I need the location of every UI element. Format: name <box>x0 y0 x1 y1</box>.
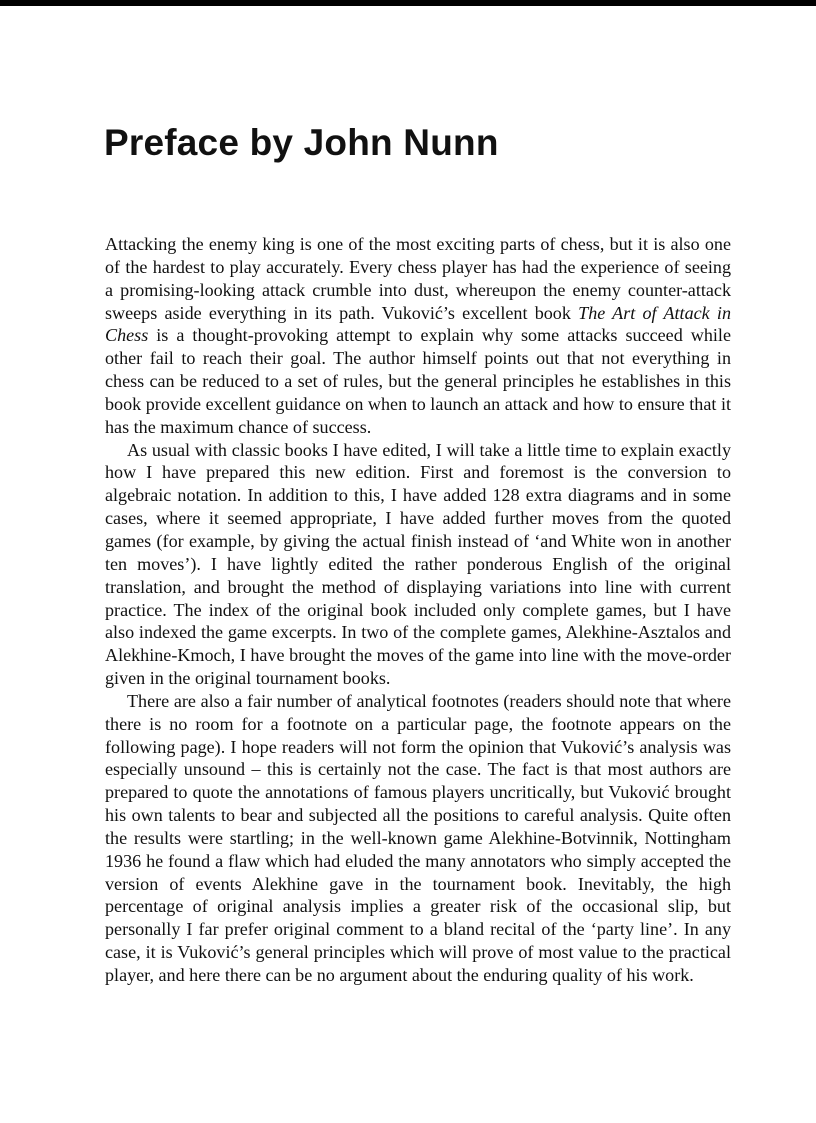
paragraph-1-text-start: Attacking the enemy king is one of the most exciting parts of chess, but it is also one of the hardest to play accurately. Every chess player has had the experience of seeing a promising-looking attack crumble into dust, whereupon the enemy counter-attack sweeps aside everything in its path. Vuković’s excellent book <box>105 234 731 323</box>
book-title: The Art of Attack in Chess <box>105 302 731 346</box>
top-border-rule <box>0 0 816 6</box>
preface-body <box>105 233 731 987</box>
paragraph-2: As usual with classic books I have edited, I will take a little time to explain exactly how I have prepared this new edition. First and foremost is the conversion to algebraic notation. In addition to this, I have added 128 extra diagrams and in some cases, where it seemed appropriate, I have added further moves from the quoted games (for example, by giving the actual finish instead of ‘and White won in another ten moves’). I have lightly edited the rather ponderous English of the original translation, and brought the method of displaying variations into line with current practice. The index of the original book included only complete games, but I have also indexed the game excerpts. In two of the complete games, Alekhine-Asztalos and Alekhine-Kmoch, I have brought the moves of the game into line with the move-order given in the original tournament books. <box>105 439 731 689</box>
paragraph-1-text-end: is a thought-provoking attempt to explain why some attacks succeed while other fail to reach their goal. The author himself points out that not everything in chess can be reduced to a set of rules, but the general principles he establishes in this book provide excellent guidance on when to launch an attack and how to ensure that it has the maximum chance of success. <box>105 325 731 437</box>
page-title: Preface by John Nunn <box>104 122 499 163</box>
paragraph-1 <box>105 233 731 439</box>
paragraph-3: There are also a fair number of analytical footnotes (readers should note that where there is no room for a footnote on a particular page, the footnote appears on the following page). I hope readers will not form the opinion that Vuković’s analysis was especially unsound – this is certainly not the case. The fact is that most authors are prepared to quote the annotations of famous players uncritically, but Vuković brought his own talents to bear and subjected all the positions to careful analysis. Quite often the results were startling; in the well-known game Alekhine-Botvinnik, Nottingham 1936 he found a flaw which had eluded the many annotators who simply accepted the version of events Alekhine gave in the tournament book. Inevitably, the high percentage of original analysis implies a greater risk of the occasional slip, but personally I far prefer original comment to a bland recital of the ‘party line’. In any case, it is Vuković’s general principles which will prove of most value to the practical player, and here there can be no argument about the enduring quality of his work. <box>105 690 731 985</box>
